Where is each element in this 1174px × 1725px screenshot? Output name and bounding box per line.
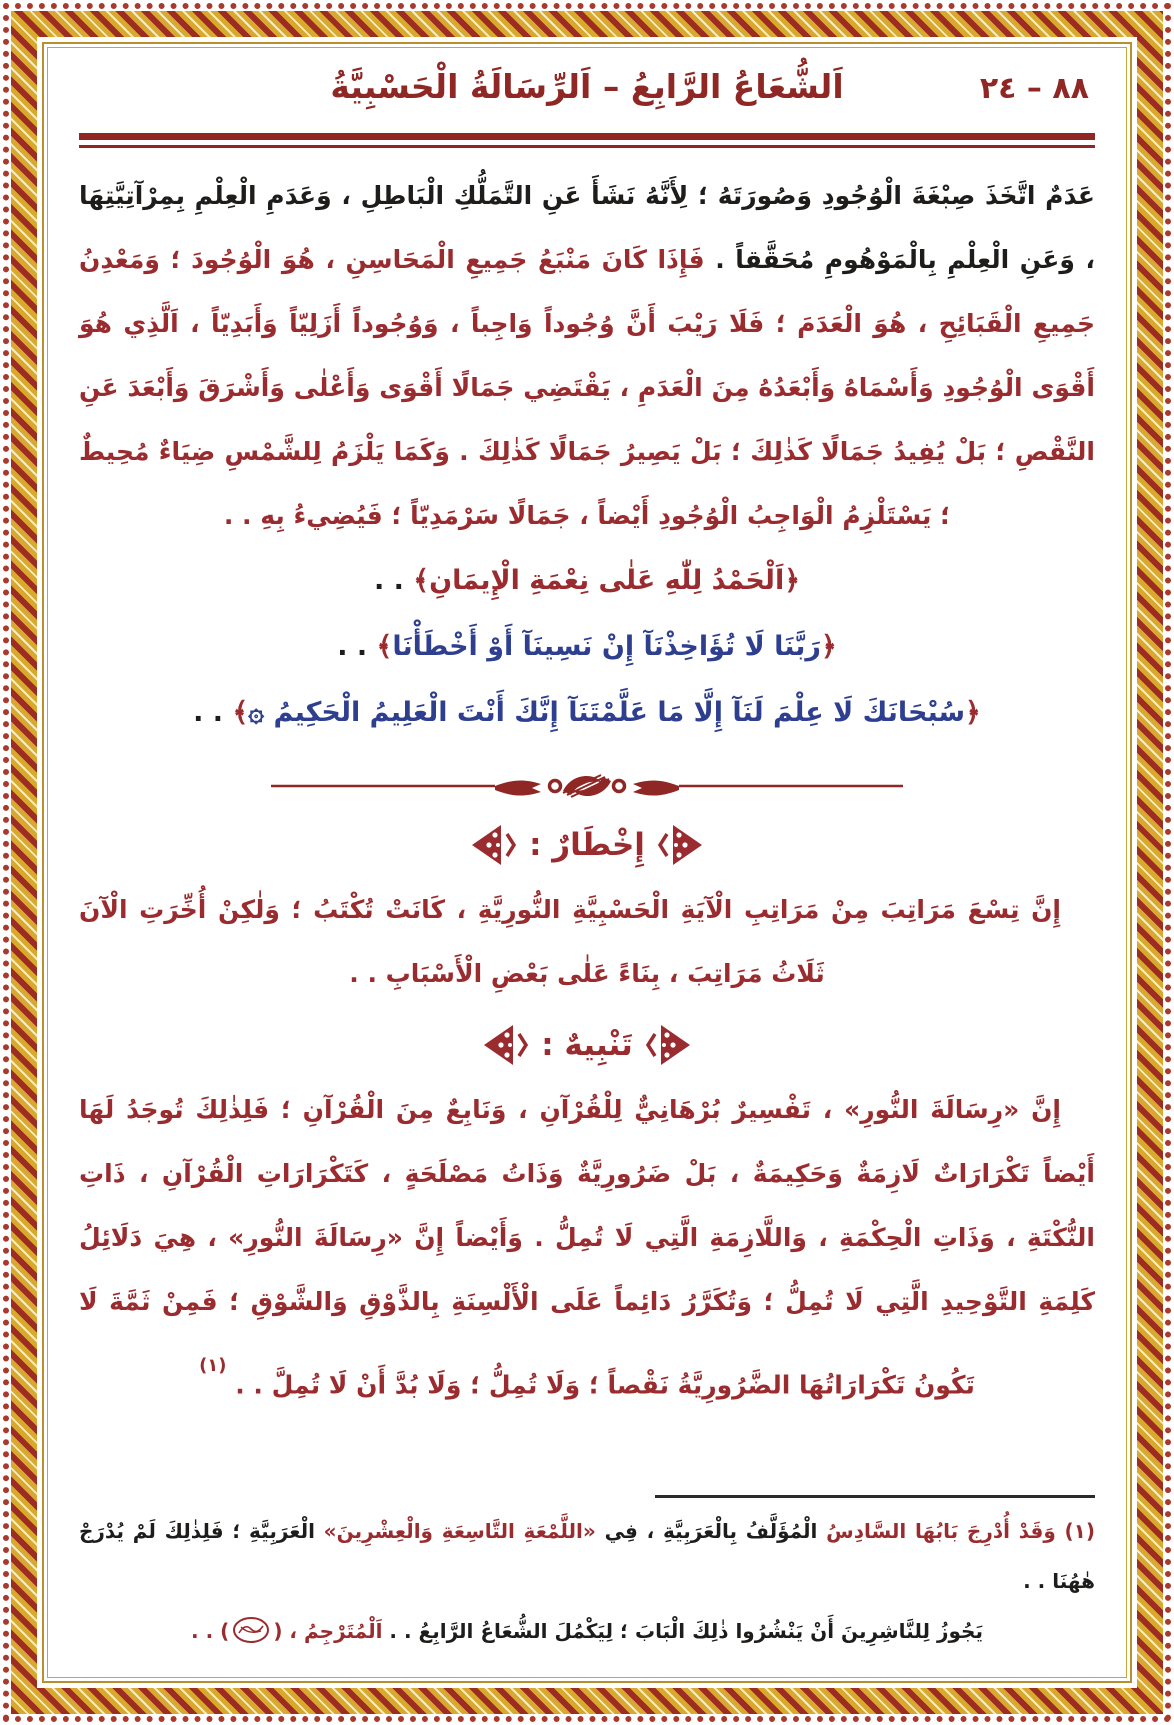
reminder-paragraph-text: إِنَّ «رِسَالَةَ النُّورِ» ، تَفْسِيرٌ بُرْهَانِيٌّ لِلْقُرْآنِ ، وَنَابِعٌ مِنَ الْقُرْآنِ ؛ فَلِذٰلِكَ تُوجَدُ لَهَا أَيْضاً تَكْرَارَاتٌ لَازِمَةٌ وَحَكِيمَةٌ ، بَلْ ضَرُورِيَّةٌ وَذَاتُ مَصْلَحَةٍ ، كَتَكْرَارَاتِ الْقُرْآنِ ، ذَاتِ النُّكْتَةِ ، وَذَاتِ الْحِكْمَةِ ، وَاللَّازِمَةِ الَّتِي لَا تُمِلُّ . وَأَيْضاً إِنَّ «رِسَالَةَ النُّورِ» ، هِيَ دَلَائِلُ كَلِمَةِ التَّوْحِيدِ الَّتِي لَا تُمِلُّ ؛ وَتُكَرَّرُ دَائِماً عَلَى الْأَلْسِنَةِ بِالذَّوْقِ وَالشَّوْقِ ؛ فَمِنْ ثَمَّةَ لَا تَكُونُ تَكْرَارَاتُهَا الضَّرُورِيَّةُ نَقْصاً ؛ وَلَا تُمِلُّ ؛ وَلَا بُدَّ أَنْ لَا تُمِلَّ . . <box>79 1095 1095 1400</box>
ornate-border-braid <box>11 11 1163 1714</box>
ornate-border-outer <box>3 3 1171 1722</box>
quran-quote-3 <box>79 680 1095 746</box>
footnote-reference-marker: (١) <box>199 1355 227 1376</box>
quran-quote-2 <box>79 614 1095 680</box>
reminder-heading-text: تَنْبِيهٌ : <box>541 1027 633 1063</box>
footnote-line-2 <box>79 1606 1095 1656</box>
divider-flourish-icon <box>267 768 907 804</box>
seal-paren-close: ) . . <box>191 1619 230 1643</box>
footnote-separator-rule <box>655 1495 1095 1498</box>
section-heading-reminder <box>79 1024 1095 1066</box>
quote-1-text: ﴿اَلْحَمْدُ لِلّٰهِ عَلٰى نِعْمَةِ الْإِيمَانِ﴾ <box>413 565 801 596</box>
footnote-line2-black: يَجُوزُ لِلنَّاشِرِينَ أَنْ يَنْشُرُوا ذٰلِكَ الْبَابَ ؛ لِيَكْمُلَ الشُّعَاعُ الرَّابِعُ . . <box>382 1619 983 1643</box>
translator-signature: اَلْمُتَرْجِمُ ، <box>289 1619 383 1643</box>
footnote-marker-red: (١) وَقَدْ أُدْرِجَ بَابُهَا السَّادِسُ <box>826 1519 1095 1543</box>
opening-paragraph <box>79 164 1095 548</box>
quote-2-close-bracket: ﴾ <box>376 631 393 662</box>
section-divider <box>79 768 1095 804</box>
footnote-book-title-red: «اللَّمْعَةِ التَّاسِعَةِ وَالْعِشْرِينَ» <box>323 1519 596 1543</box>
section-heading-notice <box>79 824 1095 866</box>
quote-1-trailing-dots: . . <box>373 565 414 596</box>
footnote-mid-black: الْمُؤَلَّفُ بِالْعَرَبِيَّةِ ، فِي <box>595 1519 827 1543</box>
heading-ornament-right-icon <box>645 1024 691 1066</box>
quote-3-trailing-dots: . . <box>193 697 233 728</box>
page-title: اَلشُّعَاعُ الرَّابِعُ – اَلرِّسَالَةُ الْحَسْبِيَّةُ <box>330 67 844 106</box>
heading-ornament-left-icon <box>471 824 517 866</box>
quote-2-trailing-dots: . . <box>337 631 377 662</box>
ornate-border-inner-line <box>42 42 1132 1683</box>
notice-paragraph: إِنَّ تِسْعَ مَرَاتِبَ مِنْ مَرَاتِبِ الْآيَةِ الْحَسْبِيَّةِ النُّورِيَّةِ ، كَانَتْ تُكْتَبُ ؛ وَلٰكِنْ أُخِّرَتِ الْآنَ ثَلَاثُ مَرَاتِبَ ، بِنَاءً عَلٰى بَعْضِ الْأَسْبَابِ . . <box>79 895 1061 988</box>
heading-ornament-right-icon <box>657 824 703 866</box>
footnote-block <box>79 1495 1095 1658</box>
seal-paren-open: ( <box>273 1619 290 1643</box>
reminder-paragraph <box>79 1078 1095 1417</box>
opening-paragraph-red-part: فَإِذَا كَانَ مَنْبَعُ جَمِيعِ الْمَحَاسِنِ ، هُوَ الْوُجُودَ ؛ وَمَعْدِنُ جَمِيعِ الْقَبَائِحِ ، هُوَ الْعَدَمَ ؛ فَلَا رَيْبَ أَنَّ وُجُوداً وَاجِباً ، وَوُجُوداً أَزَلِيّاً وَأَبَدِيّاً ، اَلَّذِي هُوَ أَقْوَى الْوُجُودِ وَأَسْمَاهُ وَأَبْعَدُهُ مِنَ الْعَدَمِ ، يَقْتَضِي جَمَالًا أَقْوَى وَأَعْلٰى وَأَشْرَقَ وَأَبْعَدَ عَنِ النَّقْصِ ؛ بَلْ يُفِيدُ جَمَالًا كَذٰلِكَ ؛ بَلْ يَصِيرُ جَمَالًا كَذٰلِكَ . وَكَمَا يَلْزَمُ لِلشَّمْسِ ضِيَاءٌ مُحِيطٌ ؛ يَسْتَلْزِمُ الْوَاجِبُ الْوُجُودِ أَيْضاً ، جَمَالًا سَرْمَدِيّاً ؛ فَيُضِيءُ بِهِ . . <box>79 245 1095 530</box>
quote-3-close-bracket: ﴾ <box>232 697 249 728</box>
page-header <box>79 63 1095 127</box>
notice-heading-text: إِخْطَارٌ : <box>529 827 645 863</box>
quote-2-open-bracket: ﴿ <box>820 631 837 662</box>
footnote-line-1 <box>79 1506 1095 1606</box>
opening-paragraph-black-part: عَدَمٌ اتَّخَذَ صِبْغَةَ الْوُجُودِ وَصُورَتَهُ ؛ لِأَنَّهُ نَشَأَ عَنِ التَّمَلُّكِ الْبَاطِلِ ، وَعَدَمِ الْعِلْمِ بِمِرْآتِيَّتِهَا ، وَعَنِ الْعِلْمِ بِالْمَوْهُومِ مُحَقَّقاً . <box>79 181 1095 274</box>
quote-2-text: رَبَّنَا لَا تُؤَاخِذْنَآ إِنْ نَسِينَآ أَوْ أَخْطَأْنَا <box>392 631 821 662</box>
footnote-end-black: الْعَرَبِيَّةِ ؛ فَلِذٰلِكَ لَمْ يُدْرَجْ هٰهُنَا . . <box>79 1519 1095 1593</box>
page-numbers: ٨٨ – ٢٤ <box>979 71 1089 106</box>
quote-3-text: سُبْحَانَكَ لَا عِلْمَ لَنَآ إِلَّا مَا عَلَّمْتَنَآ إِنَّكَ أَنْتَ الْعَلِيمُ الْحَكِيمُ ۞ <box>248 697 966 728</box>
quote-3-open-bracket: ﴿ <box>965 697 981 728</box>
page-content <box>53 53 1121 1672</box>
translator-seal-icon <box>232 1616 270 1644</box>
quran-quote-1 <box>79 548 1095 614</box>
header-double-rule <box>79 133 1095 148</box>
heading-ornament-left-icon <box>483 1024 529 1066</box>
